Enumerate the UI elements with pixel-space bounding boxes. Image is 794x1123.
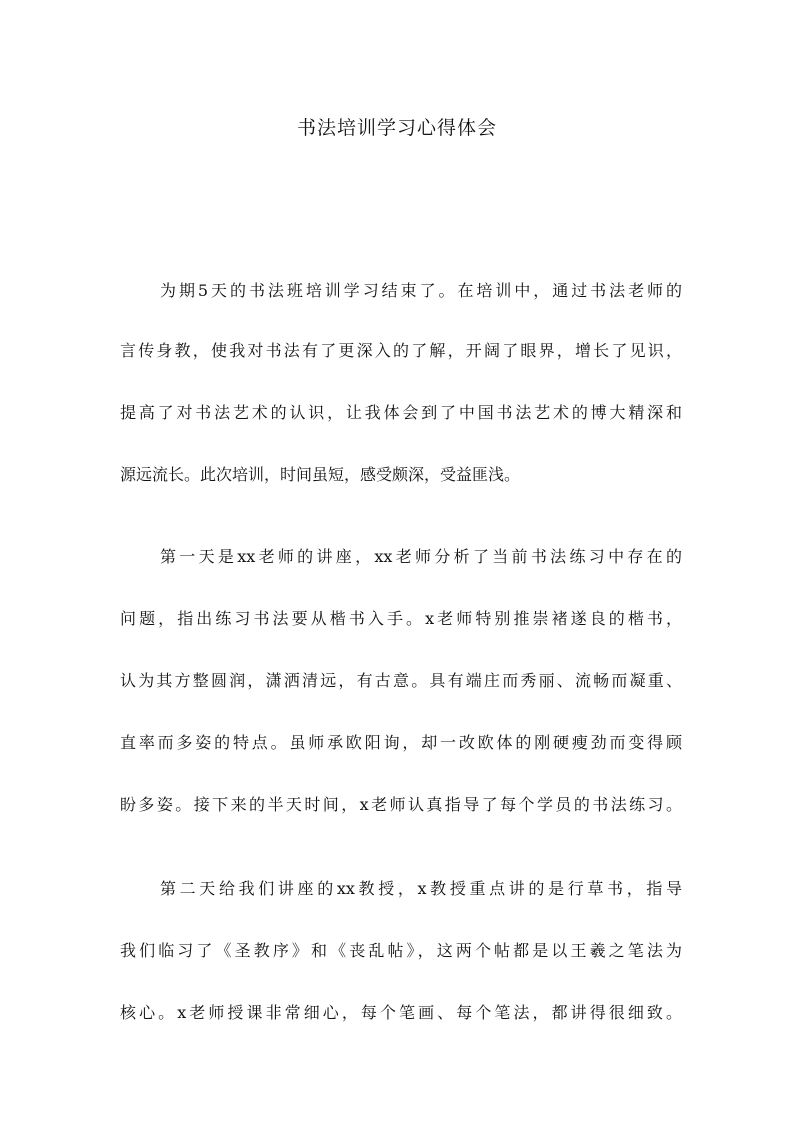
paragraph-line: 第二天给我们讲座的xx教授，x教授重点讲的是行草书，指导 bbox=[160, 879, 682, 898]
paragraph-line: 第一天是xx老师的讲座，xx老师分析了当前书法练习中存在的 bbox=[160, 547, 682, 566]
paragraph-line: 核心。x老师授课非常细心，每个笔画、每个笔法，都讲得很细致。 bbox=[120, 1003, 682, 1022]
paragraph-line: 认为其方整圆润，潇洒清远，有古意。具有端庄而秀丽、流畅而凝重、 bbox=[120, 671, 682, 690]
paragraph-line: 直率而多姿的特点。虽师承欧阳询，却一改欧体的刚硬瘦劲而变得顾 bbox=[120, 733, 682, 752]
paragraph-line: 为期5天的书法班培训学习结束了。在培训中，通过书法老师的 bbox=[160, 281, 682, 300]
paragraph-line: 言传身教，使我对书法有了更深入的了解，开阔了眼界，增长了见识， bbox=[120, 341, 682, 360]
paragraph-line: 问题，指出练习书法要从楷书入手。x老师特别推崇褚遂良的楷书， bbox=[120, 609, 682, 628]
paragraph-line: 我们临习了《圣教序》和《丧乱帖》，这两个帖都是以王羲之笔法为 bbox=[120, 941, 682, 960]
paragraph-line: 源远流长。此次培训，时间虽短，感受颇深，受益匪浅。 bbox=[120, 465, 521, 484]
paragraph-line: 提高了对书法艺术的认识，让我体会到了中国书法艺术的博大精深和 bbox=[120, 403, 682, 422]
document-title: 书法培训学习心得体会 bbox=[296, 117, 497, 139]
paragraph-line: 盼多姿。接下来的半天时间，x老师认真指导了每个学员的书法练习。 bbox=[120, 795, 682, 814]
